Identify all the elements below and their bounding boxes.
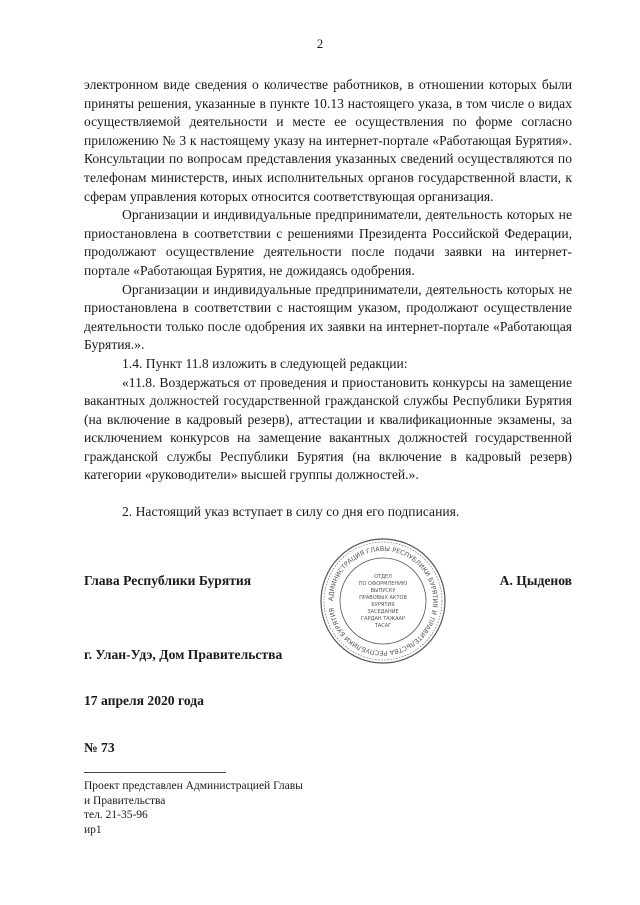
- paragraph: Организации и индивидуальные предприниматели, деятельность которых не приостановлена в соответствии с настоящим указом, продолжают осуществление деятельности только после одобрения их заявки на интернет-портале «Работающая Бурятия.».: [84, 281, 572, 353]
- official-seal: [318, 536, 448, 666]
- signing-date: 17 апреля 2020 года: [84, 693, 204, 708]
- footer-note: [84, 779, 303, 837]
- paragraph: 2. Настоящий указ вступает в силу со дня его подписания.: [122, 504, 460, 520]
- page-number: 2: [316, 36, 324, 51]
- paragraph: электронном виде сведения о количестве работников, в отношении которых были приняты решения, указанные в пункте 10.13 настоящего указа, в том числе о видах осуществляемой деятельности и месте ее осуществления по форме согласно приложению № 3 к настоящему указу на интернет-портале «Работающая Бурятия». Консультации по вопросам представления указанных сведений осуществляются по телефонам министерств, иных исполнительных органов государственной власти, к сферам управления которых относится соответствующая организация.: [84, 77, 572, 204]
- seal-inner-circle: [340, 558, 426, 644]
- footer-line: Проект представлен Администрацией Главы: [84, 780, 303, 792]
- paragraph: Организации и индивидуальные предприниматели, деятельность которых не приостановлена в соответствии с решениями Президента Российской Федерации, продолжают осуществление деятельности после подачи заявки на интернет-портале «Работающая Бурятия, не дожидаясь одобрения.: [84, 207, 572, 278]
- footer-line: тел. 21-35-96: [84, 809, 148, 821]
- svg-text:ПРАВОВЫХ АКТОВ: ПРАВОВЫХ АКТОВ: [359, 595, 407, 601]
- signatory-name: А. Цыденов: [499, 573, 572, 588]
- footer-line: и Правительства: [84, 794, 166, 807]
- decree-number: № 73: [84, 740, 115, 755]
- svg-text:ОТДЕЛ: ОТДЕЛ: [374, 574, 392, 580]
- seal-dashed-circle: [324, 542, 442, 660]
- signatory-title: Глава Республики Бурятия: [84, 573, 252, 588]
- signing-place: г. Улан-Удэ, Дом Правительства: [84, 647, 283, 662]
- paragraph: «11.8. Воздержаться от проведения и приостановить конкурсы на замещение вакантных должностей государственной гражданской службы Республики Бурятия (на включение в кадровый резерв), аттестации и квалификационные экзамены, за исключением конкурсов на замещение вакантных должностей государственной гражданской службы Республики Бурятия (на включение в кадровый резерв) категории «руководители» высшей группы должностей.».: [84, 374, 572, 483]
- svg-text:ЗАСЕДАНИЕ: ЗАСЕДАНИЕ: [367, 609, 399, 615]
- svg-text:БУРЯТИЯ: БУРЯТИЯ: [371, 602, 395, 608]
- seal-ring-text: АДМИНИСТРАЦИЯ ГЛАВЫ РЕСПУБЛИКИ БУРЯТИЯ И ПРАВИТЕЛЬСТВА РЕСПУБЛИКИ БУРЯТИЯ: [326, 544, 440, 658]
- paragraph: 1.4. Пункт 11.8 изложить в следующей редакции:: [122, 355, 408, 371]
- svg-text:ПО ОФОРМЛЕНИЮ: ПО ОФОРМЛЕНИЮ: [358, 581, 408, 587]
- footer-line: ир1: [84, 823, 102, 836]
- document-body: [84, 76, 572, 522]
- svg-text:ГАРДАН ТАЖААР: ГАРДАН ТАЖААР: [361, 616, 405, 622]
- svg-text:ВЫПУСКУ: ВЫПУСКУ: [370, 588, 396, 594]
- seal-center-text: [359, 574, 408, 629]
- footer-divider: [84, 772, 226, 773]
- svg-text:ТАСАГ: ТАСАГ: [374, 623, 392, 629]
